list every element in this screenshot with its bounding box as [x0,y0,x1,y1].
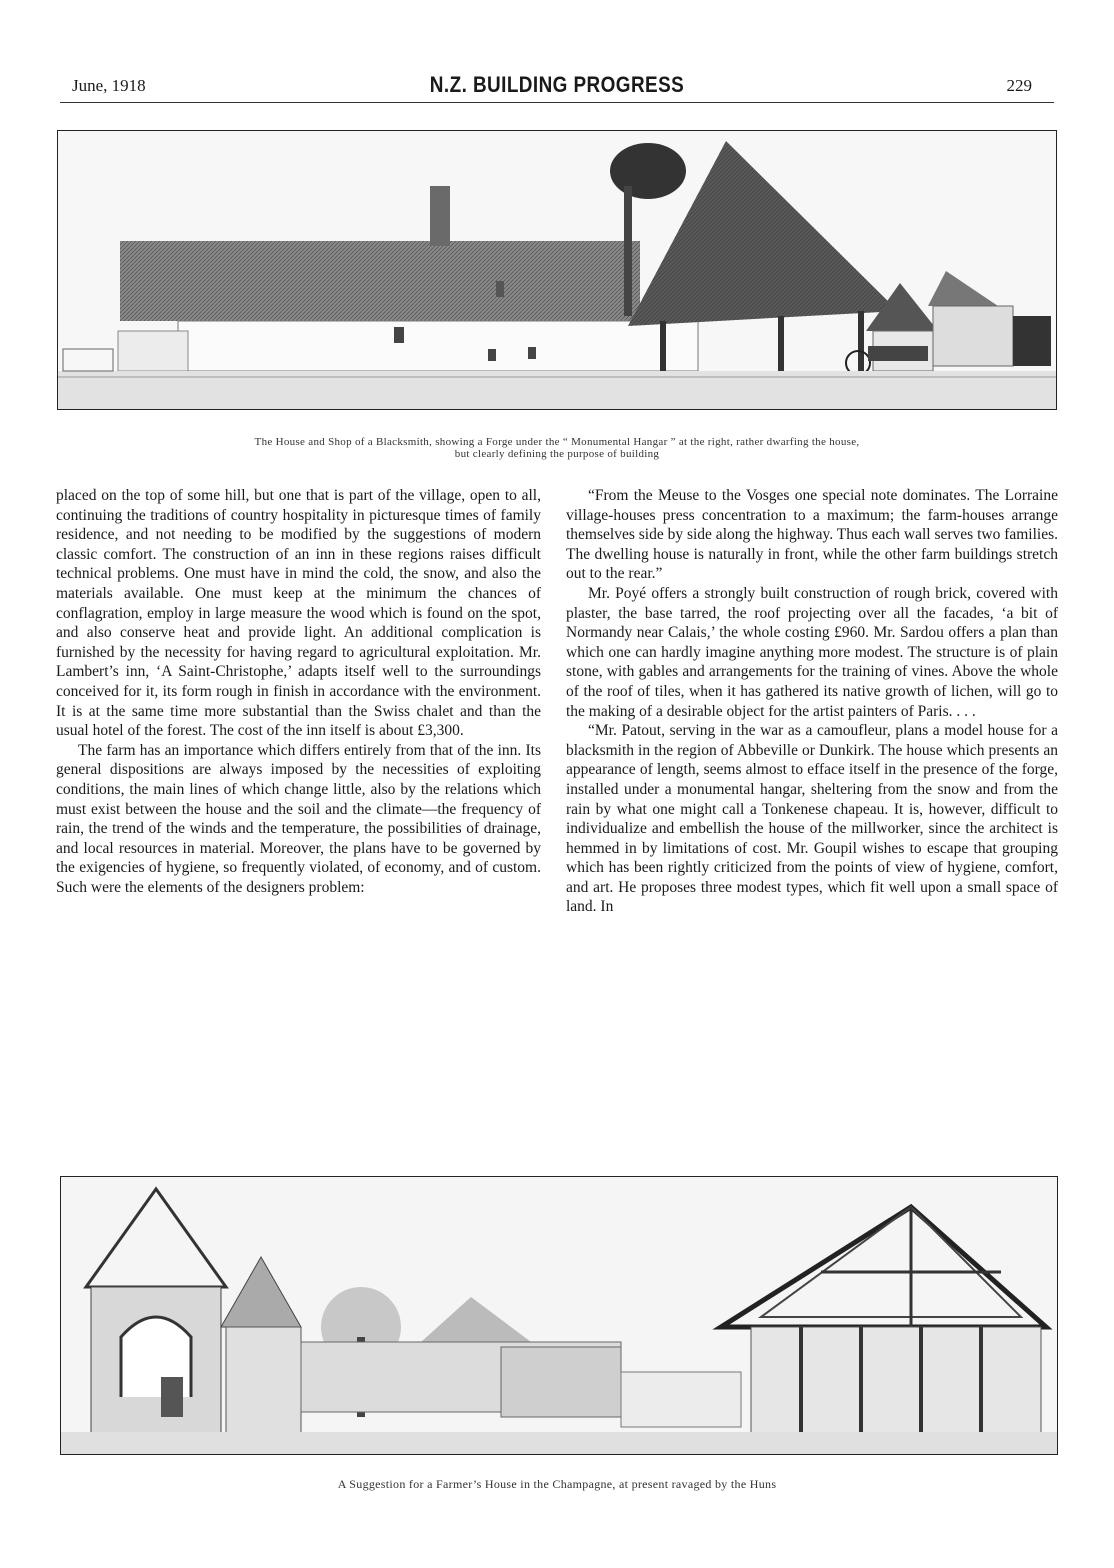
page-number: 229 [1006,76,1032,95]
right-paragraph-2: Mr. Poyé offers a strongly built construction of rough brick, covered with plaster, the base tarred, the roof projecting over all the facades, ‘a bit of Normandy near Calais,’ the whole costing £960. Mr. Sardou offers a plan than which one can hardly imagine anything more modest. The structure is of plain stone, with gables and arrangements for the training of vines. Above the whole of the roof of tiles, when it has gathered its native growth of lichen, will go to the making of a desirable object for the artist painters of Paris. . . . [566,584,1058,720]
issue-date: June, 1918 [72,76,146,95]
left-paragraph-2: The farm has an importance which differs entirely from that of the inn. Its general dispositions are always imposed by the necessities of exploiting conditions, the main lines of which change little, also by the relations which must exist between the house and the soil and the climate—the frequency of rain, the trend of the winds and the temperature, the possibilities of drainage, and local resources in material. Moreover, the plans have to be governed by the exigencies of hygiene, so frequently violated, of economy, and of custom. Such were the elements of the designers problem: [56,741,541,896]
publication-title: N.Z. BUILDING PROGRESS [429,72,685,97]
right-paragraph-3: “Mr. Patout, serving in the war as a camoufleur, plans a model house for a blacksmith in the region of Abbeville or Dunkirk. The house which presents an appearance of length, seems almost to efface itself in the presence of the forge, installed under a monumental hangar, sheltering from the snow and from the rain by what one might call a Tonkenese chapeau. It is, however, difficult to individualize and embellish the house of the millworker, since the architect is hemmed in by limitations of cost. Mr. Goupil wishes to escape that grouping which has been rightly criticized from the points of view of hygiene, comfort, and art. He proposes three modest types, which fit well upon a small space of land. In [566,722,1058,916]
right-paragraph-1: “From the Meuse to the Vosges one special note dominates. The Lorraine village-houses press concentration to a maximum; the farm-houses arrange themselves side by side along the highway. Thus each wall serves two families. The dwelling house is naturally in front, while the other farm buildings stretch out to the rear.” [566,487,1059,583]
blacksmith-house-illustration [57,130,1057,410]
left-paragraph-1: placed on the top of some hill, but one that is part of the village, open to all, continuing the traditions of country hospitality in picturesque times of family residence, and not needing to be modified by the suggestions of modern classic comfort. The construction of an inn in these regions raises difficult technical problems. One must have in mind the cold, the snow, and also the materials available. One must keep at the minimum the chances of conflagration, employ in large measure the wood which is found on the spot, and also conserve heat and provide light. An additional complication is furnished by the necessity for having regard to agricultural exploitation. Mr. Lambert’s inn, ‘A Saint-Christophe,’ adapts itself well to the surroundings conceived for it, its form rough in finish in accordance with the environment. It is at the same time more substantial than the Swiss chalet and than the usual hotel of the forest. The cost of the inn itself is about £3,300. [56,487,541,740]
top-caption-line-2: but clearly defining the purpose of building [454,448,660,460]
top-figure-caption [60,436,1054,460]
right-column [566,486,1058,917]
farmer-house-illustration [60,1176,1058,1455]
bottom-figure-caption: A Suggestion for a Farmer’s House in the Champagne, at present ravaged by the Huns [337,1477,777,1491]
header-rule [60,102,1054,103]
left-column [56,486,541,897]
top-caption-line-1: The House and Shop of a Blacksmith, showing a Forge under the “ Monumental Hangar ” at the right, rather dwarfing the house, [254,436,860,448]
